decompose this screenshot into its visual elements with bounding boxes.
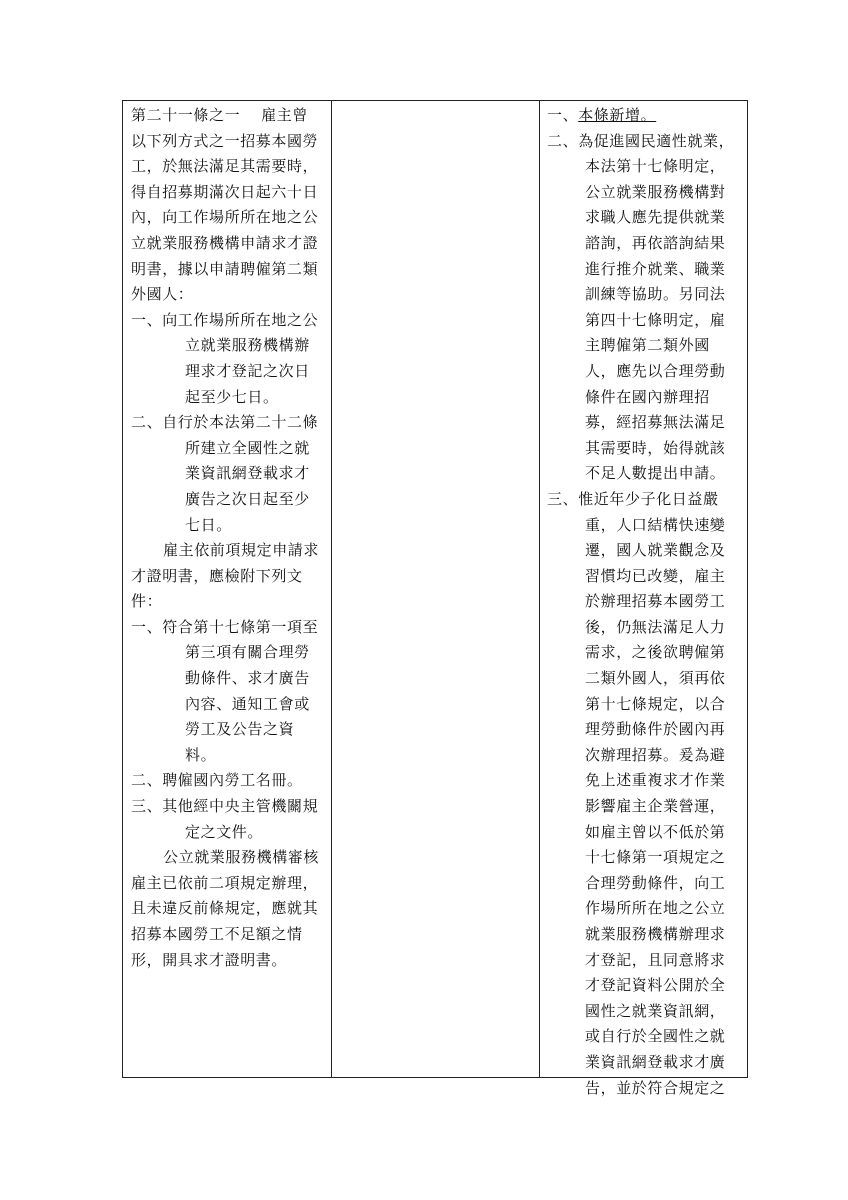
article-lead-text: 雇主曾以下列方式之一招募本國勞工，於無法滿足其需要時，得自招募期滿次日起六十日內，向工作場所所在地之公立就業服務機構申請求才證明書，據以申請聘僱第二類外國人：	[131, 106, 319, 304]
list-item: 一、向工作場所所在地之公立就業服務機構辦理求才登記之次日起至少七日。	[131, 310, 319, 406]
paragraph-3: 公立就業服務機構審核雇主已依前二項規定辦理，且未違反前條規定，應就其招募本國勞工不足額之情形，開具求才證明書。	[131, 848, 320, 969]
comparison-table	[122, 100, 748, 1097]
list-item: 一、本條新增。	[547, 106, 657, 124]
middle-column	[331, 101, 540, 1077]
list-item: 三、惟近年少子化日益嚴重，人口結構快速變遷，國人就業觀念及習慣均已改變，雇主於辦理招募本國勞工後，仍無法滿足人力需求，之後欲聘僱第二類外國人，須再依第十七條規定，以合理勞動條件於國內再次辦理招募。爰為避免上述重複求才作業影響雇主企業營運，如雇主曾以不低於第十七條第一項規定之合理勞動條件，向工作場所所在地之公立就業服務機構辦理求才登記，且同意將求才登記資料公開於全國性之就業資訊網，或自行於全國性之就業資訊網登載求才廣告，並於符合規定之	[547, 489, 726, 1097]
list-item: 二、聘僱國內勞工名冊。	[131, 771, 303, 790]
current-law-column	[123, 101, 332, 1077]
list-item: 一、符合第十七條第一項至第三項有關合理勞動條件、求才廣告內容、通知工會或勞工及公告之資料。	[131, 617, 319, 764]
list-item: 二、為促進國民適性就業，本法第十七條明定，公立就業服務機構對求職人應先提供就業諮詢，再依諮詢結果進行推介就業、職業訓練等協助。另同法第四十七條明定，雇主聘僱第二類外國人，應先以合理勞動條件在國內辦理招募，經招募無法滿足其需要時，始得就該不足人數提出申請。	[547, 131, 735, 483]
middle-column-body	[331, 101, 539, 103]
list-item: 三、其他經中央主管機關規定之文件。	[131, 797, 319, 841]
explanation-column	[539, 101, 747, 1097]
list-item: 二、自行於本法第二十二條所建立全國性之就業資訊網登載求才廣告之次日起至少七日。	[131, 413, 319, 534]
article-lead	[131, 103, 321, 308]
explanation-body	[539, 101, 747, 1101]
article-title: 第二十一條之一	[131, 106, 241, 124]
current-law-body	[123, 101, 331, 973]
paragraph-2: 雇主依前項規定申請求才證明書，應檢附下列文件：	[131, 541, 320, 611]
